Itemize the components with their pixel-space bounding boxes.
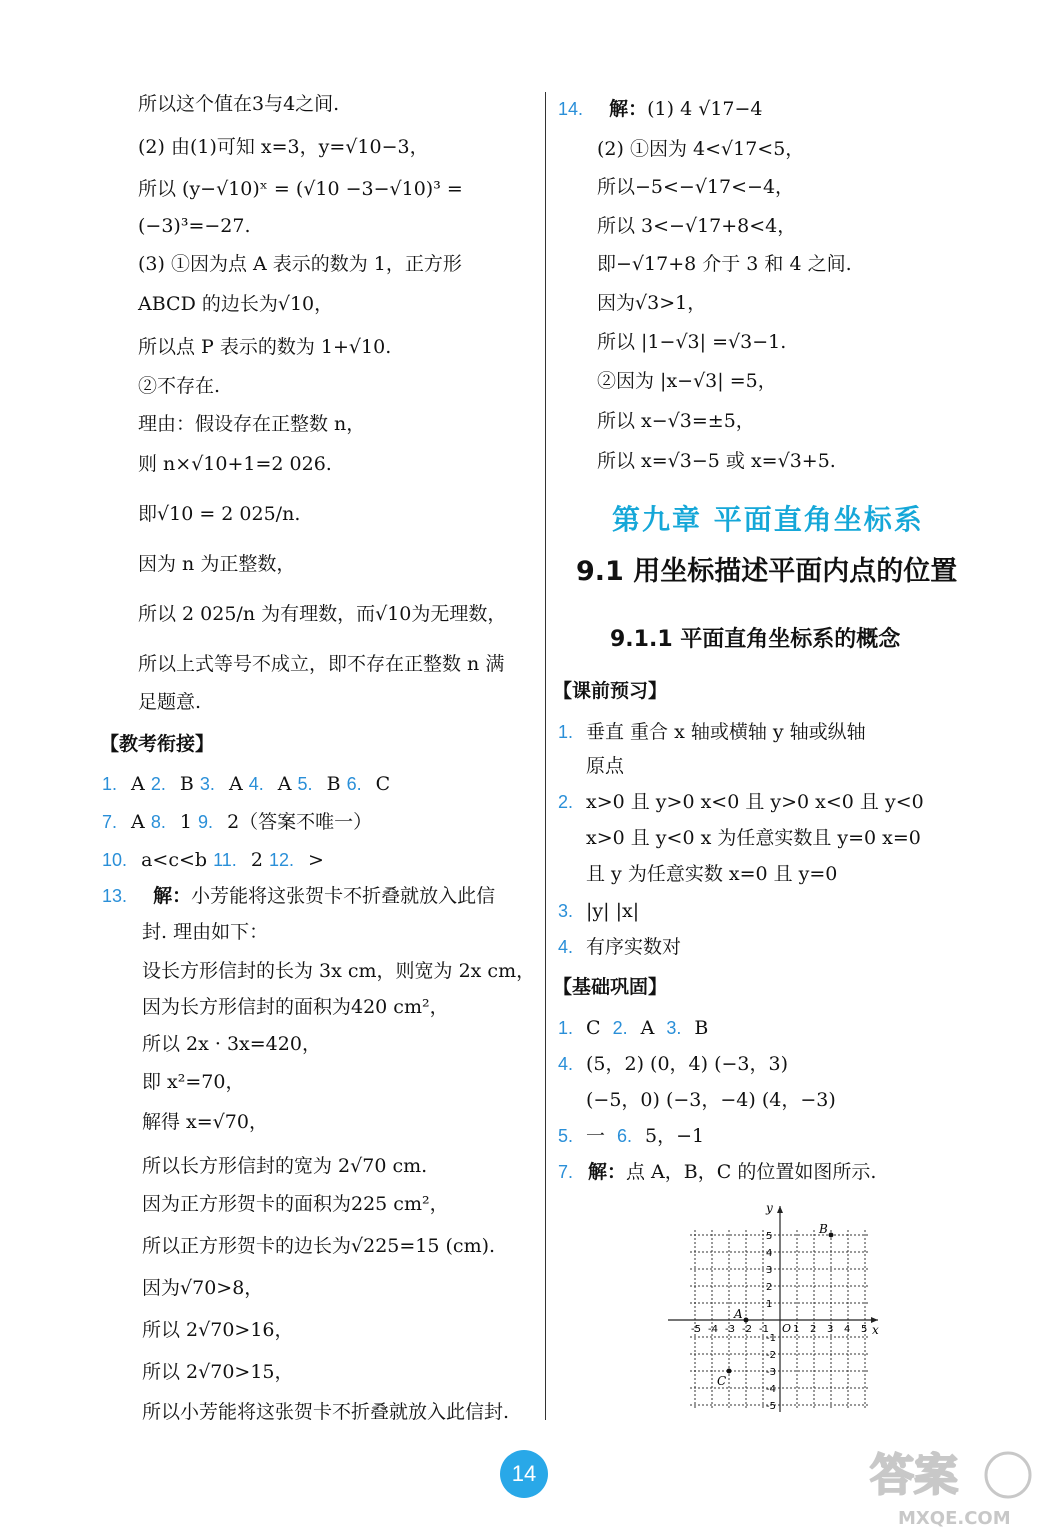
point-label-A: A bbox=[734, 1307, 743, 1321]
right-line-5: 所以 |1−√3| =√3−1. bbox=[597, 331, 787, 353]
basic-value: 5，−1 bbox=[645, 1125, 705, 1147]
preview-number: 4. bbox=[558, 937, 574, 957]
left-line-26: 所以小芳能将这张贺卡不折叠就放入此信封. bbox=[142, 1401, 510, 1423]
left-line-3: (−3)³=−27. bbox=[138, 215, 251, 237]
answer-value: A bbox=[271, 773, 298, 795]
preview-text: x>0 且 y<0 x 为任意实数且 y=0 x=0 bbox=[586, 827, 921, 849]
left-line-7: ②不存在. bbox=[138, 375, 221, 397]
y-tick-label: 2 bbox=[766, 1282, 773, 1293]
preview-header: 【课前预习】 bbox=[553, 680, 668, 702]
left-line-9: 则 n×√10+1=2 026. bbox=[138, 453, 332, 475]
y-tick-label: -1 bbox=[766, 1333, 776, 1344]
left-line-19: 解得 x=√70， bbox=[142, 1111, 268, 1133]
left-line-14: 足题意. bbox=[138, 691, 202, 713]
answer-value: 1 bbox=[173, 811, 199, 833]
point-label-B: B bbox=[819, 1222, 828, 1236]
preview-row-4 bbox=[558, 860, 837, 888]
right-line-6: ②因为 |x−√3| =5， bbox=[597, 370, 777, 392]
left-line-24: 所以 2√70>16， bbox=[142, 1319, 294, 1341]
left-line-15: 设长方形信封的长为 3x cm，则宽为 2x cm， bbox=[142, 960, 536, 982]
x-tick-label: -3 bbox=[725, 1324, 735, 1335]
watermark-main: 答案 bbox=[870, 1450, 958, 1501]
answer-number: 12. bbox=[268, 850, 294, 870]
basic-number: 5. bbox=[558, 1126, 574, 1146]
answer-number: 7. bbox=[102, 812, 118, 832]
preview-text: 有序实数对 bbox=[586, 936, 682, 958]
right-line-0: (2) ①因为 4<√17<5， bbox=[597, 138, 805, 160]
watermark-logo bbox=[860, 1440, 1035, 1530]
basic-row-3 bbox=[558, 1122, 710, 1150]
answer-value: C bbox=[369, 773, 391, 795]
point-B bbox=[829, 1233, 834, 1238]
y-tick-label: 1 bbox=[766, 1299, 773, 1310]
origin-label: O bbox=[782, 1322, 792, 1335]
answer-number: 1. bbox=[102, 774, 118, 794]
right-line-8: 所以 x=√3−5 或 x=√3+5. bbox=[597, 450, 836, 472]
basic-header: 【基础巩固】 bbox=[553, 976, 668, 998]
q7-body: 点 A，B，C 的位置如图所示. bbox=[626, 1161, 877, 1183]
y-axis-label: y bbox=[766, 1201, 773, 1215]
teach-row-1 bbox=[102, 808, 372, 836]
x-tick-label: -5 bbox=[691, 1324, 701, 1335]
basic-row-1 bbox=[558, 1050, 794, 1078]
right-line-2: 所以 3<−√17+8<4， bbox=[597, 215, 797, 237]
left-line-1: (2) 由(1)可知 x=3，y=√10−3， bbox=[138, 136, 429, 158]
preview-number: 3. bbox=[558, 901, 574, 921]
left-line-4: (3) ①因为点 A 表示的数为 1，正方形 bbox=[138, 253, 462, 275]
left-line-18: 即 x²=70， bbox=[142, 1071, 245, 1093]
q14-text: (1) 4 √17−4 bbox=[647, 98, 763, 120]
basic-value: B bbox=[694, 1017, 709, 1039]
q14-number: 14. bbox=[558, 99, 584, 119]
y-tick-label: -4 bbox=[766, 1384, 776, 1395]
column-divider bbox=[545, 92, 546, 1420]
answer-value: 2（答案不唯一） bbox=[221, 811, 373, 833]
basic-row-0 bbox=[558, 1014, 714, 1042]
basic-row-2 bbox=[558, 1086, 842, 1114]
point-label-C: C bbox=[717, 1374, 727, 1388]
y-tick-label: -2 bbox=[766, 1350, 776, 1361]
answer-value: A bbox=[222, 773, 249, 795]
y-tick-label: 3 bbox=[766, 1265, 773, 1276]
preview-number: 1. bbox=[558, 722, 574, 742]
answer-number: 5. bbox=[297, 774, 313, 794]
left-line-12: 所以 2 025/n 为有理数，而√10为无理数， bbox=[138, 603, 507, 625]
q13-label: 解： bbox=[153, 885, 192, 907]
left-line-0: 所以这个值在3与4之间. bbox=[138, 93, 340, 115]
q13-row bbox=[102, 882, 495, 910]
answer-number: 10. bbox=[102, 850, 128, 870]
answer-value: B bbox=[173, 773, 200, 795]
left-line-5: ABCD 的边长为√10， bbox=[138, 293, 334, 315]
y-tick-label: -5 bbox=[766, 1401, 776, 1412]
left-line-8: 理由：假设存在正整数 n， bbox=[138, 413, 366, 435]
left-line-2: 所以 (y−√10)ˣ = (√10 −3−√10)³ = bbox=[138, 178, 463, 200]
left-line-25: 所以 2√70>15， bbox=[142, 1361, 294, 1383]
right-line-3: 即−√17+8 介于 3 和 4 之间. bbox=[597, 253, 852, 275]
y-tick-label: -3 bbox=[766, 1367, 776, 1378]
x-tick-label: 3 bbox=[827, 1324, 834, 1335]
basic-number: 3. bbox=[666, 1018, 682, 1038]
preview-row-0 bbox=[558, 718, 866, 746]
left-line-13: 所以上式等号不成立，即不存在正整数 n 满 bbox=[138, 653, 505, 675]
left-line-17: 所以 2x · 3x=420， bbox=[142, 1033, 321, 1055]
teach-row-0 bbox=[102, 770, 390, 798]
preview-row-2 bbox=[558, 788, 924, 816]
preview-text: 垂直 重合 x 轴或横轴 y 轴或纵轴 bbox=[586, 721, 866, 743]
coordinate-graph bbox=[660, 1200, 890, 1420]
left-line-6: 所以点 P 表示的数为 1+√10. bbox=[138, 336, 392, 358]
answer-number: 4. bbox=[248, 774, 264, 794]
point-C bbox=[727, 1369, 732, 1374]
left-line-11: 因为 n 为正整数， bbox=[138, 553, 296, 575]
teach-row-2 bbox=[102, 846, 324, 874]
q14-label: 解： bbox=[609, 98, 648, 120]
basic-number: 6. bbox=[617, 1126, 633, 1146]
basic-value: 一 bbox=[586, 1125, 612, 1147]
answer-value: B bbox=[320, 773, 347, 795]
q7-text bbox=[588, 1158, 876, 1186]
answer-value: > bbox=[301, 849, 324, 871]
q13-continuation: 封. 理由如下： bbox=[142, 921, 269, 943]
basic-number: 1. bbox=[558, 1018, 574, 1038]
x-tick-label: -2 bbox=[742, 1324, 752, 1335]
x-tick-label: 4 bbox=[844, 1324, 851, 1335]
x-tick-label: -1 bbox=[759, 1324, 769, 1335]
x-tick-label: -4 bbox=[708, 1324, 718, 1335]
y-tick-label: 5 bbox=[766, 1231, 773, 1242]
watermark-sub: MXQE.COM bbox=[898, 1508, 1011, 1529]
q13-number: 13. bbox=[102, 886, 128, 906]
chapter-title: 第九章 平面直角坐标系 bbox=[612, 503, 924, 536]
left-line-21: 因为正方形贺卡的面积为225 cm²， bbox=[142, 1193, 449, 1215]
right-line-7: 所以 x−√3=±5， bbox=[597, 410, 755, 432]
preview-text: x>0 且 y>0 x<0 且 y>0 x<0 且 y<0 bbox=[586, 791, 924, 813]
basic-value: A bbox=[640, 1017, 661, 1039]
basic-number: 4. bbox=[558, 1054, 574, 1074]
x-tick-label: 2 bbox=[810, 1324, 817, 1335]
basic-value: C bbox=[586, 1017, 607, 1039]
preview-row-1 bbox=[558, 752, 624, 780]
left-line-23: 因为√70>8， bbox=[142, 1277, 264, 1299]
left-line-22: 所以正方形贺卡的边长为√225=15 (cm). bbox=[142, 1235, 496, 1257]
preview-text: 且 y 为任意实数 x=0 且 y=0 bbox=[586, 863, 838, 885]
preview-number: 2. bbox=[558, 792, 574, 812]
x-tick-label: 1 bbox=[793, 1324, 800, 1335]
basic-number: 7. bbox=[558, 1162, 574, 1182]
y-tick-label: 4 bbox=[766, 1248, 773, 1259]
answer-number: 6. bbox=[346, 774, 362, 794]
teach-header: 【教考衔接】 bbox=[100, 733, 215, 755]
basic-number: 2. bbox=[612, 1018, 628, 1038]
answer-number: 3. bbox=[199, 774, 215, 794]
q13-text: 小芳能将这张贺卡不折叠就放入此信 bbox=[191, 885, 496, 907]
answer-value: A bbox=[125, 811, 151, 833]
answer-number: 11. bbox=[213, 850, 237, 870]
subsection-title: 9.1.1 平面直角坐标系的概念 bbox=[610, 627, 901, 652]
answer-number: 8. bbox=[150, 812, 166, 832]
answer-number: 2. bbox=[150, 774, 166, 794]
left-line-16: 因为长方形信封的面积为420 cm²， bbox=[142, 996, 449, 1018]
answer-value: A bbox=[125, 773, 151, 795]
q7-label: 解： bbox=[588, 1161, 627, 1183]
basic-value: (5，2) (0，4) (−3，3) bbox=[586, 1053, 789, 1075]
x-tick-label: 5 bbox=[861, 1324, 868, 1335]
right-line-1: 所以−5<−√17<−4， bbox=[597, 176, 795, 198]
y-axis-arrow bbox=[777, 1206, 783, 1213]
preview-text: 原点 bbox=[586, 755, 625, 777]
point-A bbox=[744, 1318, 749, 1323]
page-number: 14 bbox=[500, 1450, 548, 1498]
preview-row-6 bbox=[558, 933, 681, 961]
answer-value: 2 bbox=[244, 849, 269, 871]
right-line-4: 因为√3>1， bbox=[597, 292, 707, 314]
answer-number: 9. bbox=[198, 812, 214, 832]
q14-row bbox=[558, 95, 763, 123]
section-title: 9.1 用坐标描述平面内点的位置 bbox=[576, 556, 958, 587]
left-line-20: 所以长方形信封的宽为 2√70 cm. bbox=[142, 1155, 428, 1177]
preview-row-3 bbox=[558, 824, 921, 852]
preview-text: |y| |x| bbox=[586, 900, 640, 922]
basic-value: (−5，0) (−3，−4) (4，−3) bbox=[586, 1089, 836, 1111]
x-axis-label: x bbox=[872, 1323, 879, 1337]
preview-row-5 bbox=[558, 897, 639, 925]
answer-value: a<c<b bbox=[135, 849, 214, 871]
basic-row-4 bbox=[558, 1158, 592, 1186]
left-line-10: 即√10 = 2 025/n. bbox=[138, 503, 301, 525]
